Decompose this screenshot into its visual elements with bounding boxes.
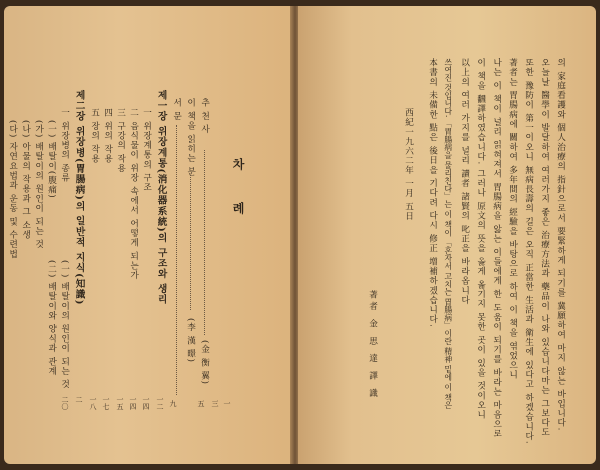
toc-preface-author: (金 衡 翼)	[199, 340, 210, 385]
foreword-line: 의 家庭看護와 個人治療의 指針으로서 要緊하게 되기를 冀願하여 마지 않는 바입니다.	[555, 58, 566, 432]
chapter-2-section: (가) 배탈이의 원인이 되는 것	[33, 120, 44, 250]
foreword-line: 本書의 未備한 點은 後日을 기다려 다시 修正 增補하겠습니다.	[427, 58, 438, 328]
chapter-1-section: 三 구강의 작용	[115, 108, 126, 174]
chapter-2-section: (나) 아물의 작용과 그 소생	[20, 120, 31, 240]
foreword-line: 또한 豫防이 第一이오니 無病長壽의 길은 오직 正當한 生活과 衛生에 있다고 하겠습니다.	[523, 58, 534, 445]
chapter-2-title: 제二장 위장병(胃腸病)의 일반적 지식(知識)	[73, 90, 85, 306]
toc-page-number: 一五	[116, 396, 124, 410]
toc-translator-credit: (李 漢 暻)	[185, 318, 196, 363]
chapter-1-title: 제一장 위장계통(消化器系統)의 구조와 생리	[155, 90, 167, 305]
chapter-2-section: (一) 배탈이의 원인이 되는 것	[59, 260, 70, 390]
toc-page-number: 一七	[102, 396, 110, 410]
toc-for-readers: 이 책을 읽히는 분	[185, 98, 196, 177]
toc-page-number: 一	[223, 400, 231, 407]
toc-preface: 추 천 사	[199, 98, 210, 135]
toc-leader	[190, 175, 191, 310]
chapter-1-section: 四 위의 작용	[102, 108, 113, 164]
toc-title: 차 례	[231, 158, 245, 229]
toc-page-number: 三	[211, 400, 219, 407]
foreword-line: 오늘날 醫學이 발달하여 여러가지 좋은 治療方法과 藥品이 나와 있습니다마는 그보다도	[539, 58, 550, 438]
toc-page-number: 一二	[156, 396, 164, 410]
toc-page-number: 九	[169, 400, 177, 407]
toc-leader	[176, 125, 177, 395]
chapter-2-section: 一 위장병의 종류	[59, 108, 70, 183]
foreword-line: 나는 이 책이 널리 읽혀져서 胃腸病을 앓는 이들에게 한 도움이 되기를 바라는 마음으로	[491, 58, 502, 439]
toc-page-number: 五	[197, 400, 205, 407]
chapter-1-section: 二 음식물이 위장 속에서 어떻게 되는가	[128, 108, 139, 281]
toc-leader	[204, 150, 205, 335]
toc-page-number: 二〇	[61, 396, 69, 410]
chapter-2-section: (다) 자연요법과 운동 및 수련법	[7, 120, 18, 259]
toc-intro: 서 문	[171, 98, 182, 121]
foreword-line: 이 책을 飜譯하였습니다. 그러나 原文의 뜻을 옳게 옮기지 못한 곳이 있을 것이오니	[475, 58, 486, 420]
foreword-line: 쓰여진 것입니다. 「胃腸病을 물리친다」는 이 책이 「혼자서 고치는 胃腸病」이란 精神 밑에 이 책은	[443, 58, 453, 410]
chapter-1-section: 五 장의 작용	[89, 108, 100, 164]
foreword-line: 著者는 胃腸病에 關하여 多年間의 經驗을 바탕으로 하여 이 책을 엮었으니	[507, 58, 518, 380]
foreword-line: 以上의 여러 가지를 널리 讀者 諸賢의 叱正을 바라옵니다	[459, 58, 470, 305]
chapter-2-section: (一) 배탈이(腹痛)	[46, 120, 57, 199]
toc-page-number: 一八	[89, 396, 97, 410]
translator-signature: 著者 金 思 達 譯 識	[367, 290, 378, 400]
toc-page-number: 一四	[129, 396, 137, 410]
chapter-2-section: (二) 배탈이와 양식과 관계	[46, 260, 57, 376]
foreword-date: 西紀一九六二年 一月 五日	[403, 108, 414, 222]
toc-page-number: 二	[75, 396, 83, 403]
toc-page-number: 一四	[142, 396, 150, 410]
chapter-1-section: 一 위장계통의 구조	[141, 108, 152, 193]
